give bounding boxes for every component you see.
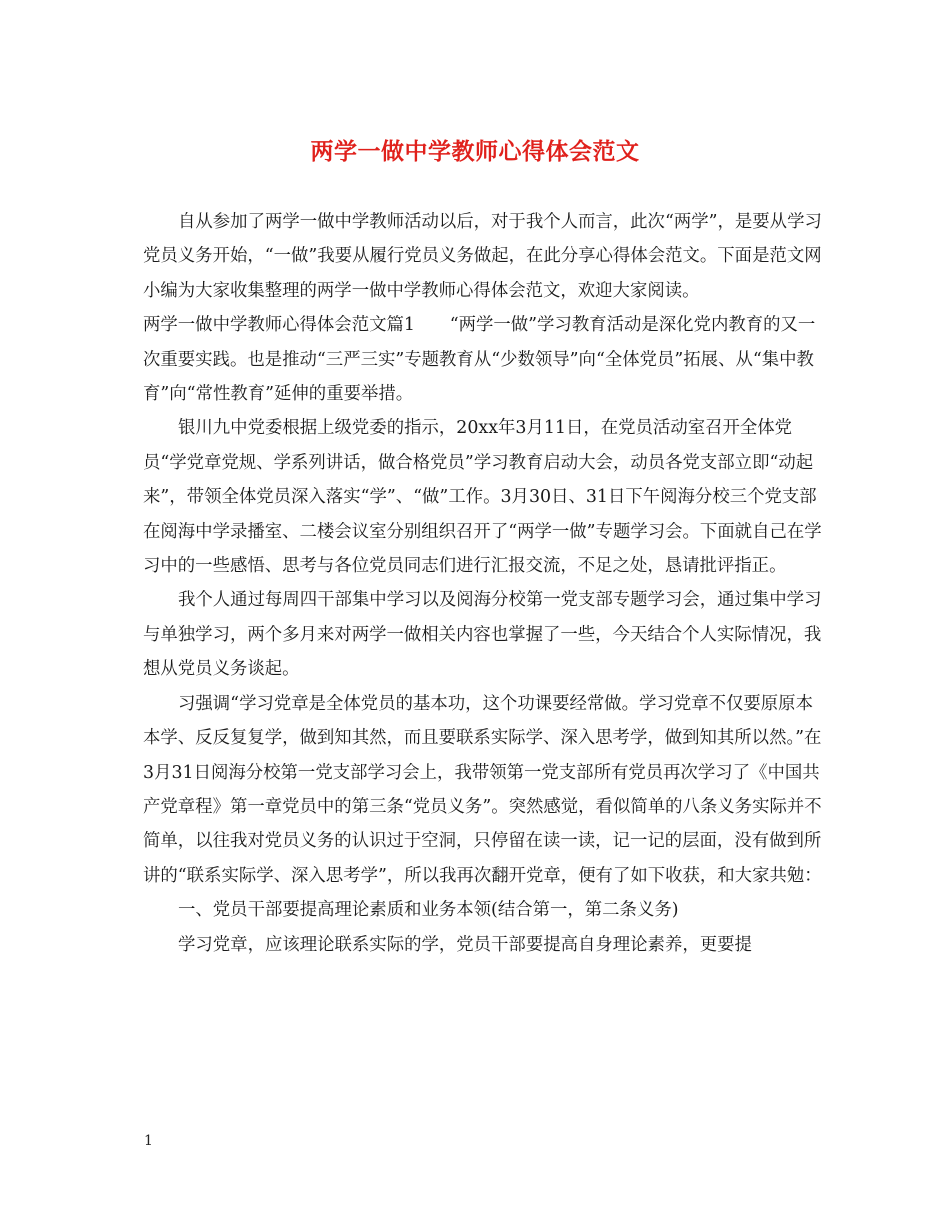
paragraph-section-heading: 一、党员干部要提高理论素质和业务本领(结合第一，第二条义务) — [178, 900, 679, 921]
paragraph-study-text: 学习党章，应该理论联系实际的学，党员干部要提高自身理论素养，更要提 — [178, 934, 752, 955]
paragraph-meeting: 银川九中党委根据上级党委的指示，20xx年3月11日，在党员活动室召开全体党员“学党章党规、学系列讲话，做合格党员”学习教育启动大会，动员各党支部立即“动起来”，带领全体党员深入落实“学”、“做”工作。3月30日、31日下午阅海分校三个党支部在阅海中学录播室、二楼会议室分别组织召开了“两学一做”专题学习会。下面就自己在学习中的一些感悟、思考与各位党员同志们进行汇报交流，不足之处，恳请批评指正。 — [143, 418, 822, 577]
paragraph-personal-study: 我个人通过每周四干部集中学习以及阅海分校第一党支部专题学习会，通过集中学习与单独学习，两个多月来对两学一做相关内容也掌握了一些，今天结合个人实际情况，我想从党员义务谈起。 — [143, 590, 822, 680]
paragraph-article-heading: 两学一做中学教师心得体会范文篇1 “两学一做”学习教育活动是深化党内教育的又一次重要实践。也是推动“三严三实”专题教育从“少数领导”向“全体党员”拓展、从“集中教育”向“常性教育”延伸的重要举措。 — [143, 315, 816, 405]
paragraph-party-constitution: 习强调“学习党章是全体党员的基本功，这个功课要经常做。学习党章不仅要原原本本学、反反复复学，做到知其然，而且要联系实际学、深入思考学，做到知其所以然。”在3月31日阅海分校第一党支部学习会上，我带领第一党支部所有党员再次学习了《中国共产党章程》第一章党员中的第三条“党员义务”。突然感觉，看似简单的八条义务实际并不简单，以往我对党员义务的认识过于空洞，只停留在读一读，记一记的层面，没有做到所讲的“联系实际学、深入思考学”，所以我再次翻开党章，便有了如下收获，和大家共勉： — [143, 693, 822, 886]
document-body — [143, 205, 823, 962]
document-title: 两学一做中学教师心得体会范文 — [310, 138, 640, 165]
page-number: 1 — [144, 1133, 153, 1149]
paragraph-intro: 自从参加了两学一做中学教师活动以后，对于我个人而言，此次“两学”，是要从学习党员义务开始，“一做”我要从履行党员义务做起，在此分享心得体会范文。下面是范文网小编为大家收集整理的两学一做中学教师心得体会范文，欢迎大家阅读。 — [143, 212, 822, 301]
